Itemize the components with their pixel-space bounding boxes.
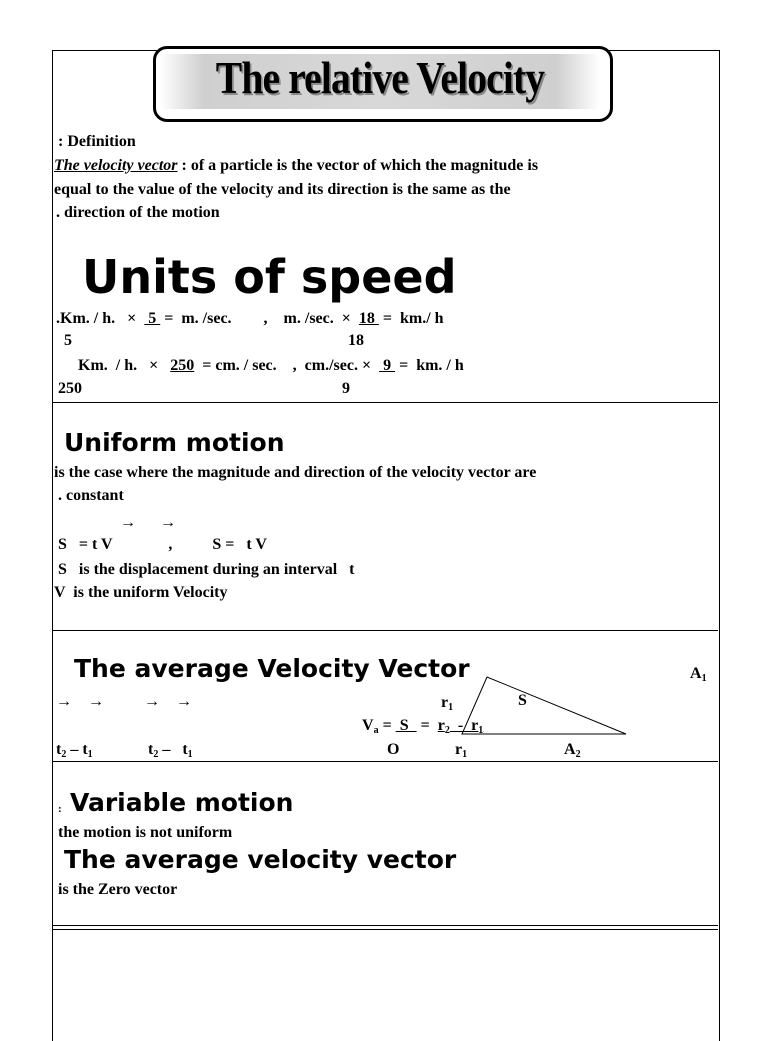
variable-prefix: : [58, 803, 62, 815]
diagram-label-A1: $A_1$ [690, 665, 707, 684]
average-denominator-2: $t_2 - t_1$ [148, 741, 193, 760]
uniform-line-2: . constant [58, 487, 124, 504]
definition-label: : Definition [58, 133, 136, 150]
units-row-2-mid: = cm. / sec. , cm./sec. × [194, 357, 380, 374]
diagram-label-A2: $A_2$ [564, 741, 581, 760]
variable-heading: Variable motion [70, 788, 294, 817]
units-row-2-den-left: 250 [58, 380, 82, 397]
units-heading: Units of speed [82, 250, 457, 304]
units-row-1-den-left: 5 [64, 332, 72, 349]
uniform-heading: Uniform motion [64, 428, 285, 457]
average-arrows: → → → → [56, 693, 192, 710]
page-title: The relative Velocity [215, 52, 545, 103]
uniform-equation: S = t V , S = t V [58, 536, 267, 553]
units-row-1-left: .Km. / h. × [56, 310, 145, 327]
diagram-label-r1-bottom: $r_1$ [455, 741, 468, 760]
units-row-1-right-num: 18 [358, 310, 379, 327]
average-velocity-formula: $V_a = S = r_2 - r_1$ [362, 717, 484, 736]
units-row-2-left-num: 250 [170, 357, 195, 374]
units-row-2-right-num: 9 [379, 357, 396, 374]
uniform-line-4: V is the uniform Velocity [54, 584, 228, 601]
units-row-1-right: = km./ h [378, 310, 444, 327]
definition-line-2: equal to the value of the velocity and its direction is the same as the [54, 181, 511, 198]
triangle-shape [462, 677, 626, 734]
uniform-line-3: S is the displacement during an interval t [58, 561, 355, 578]
average-denominator-1: $t_2 - t_1$ [56, 741, 93, 760]
definition-term: The velocity vector [54, 157, 178, 174]
diagram-label-S: S [518, 692, 527, 709]
units-row-2-left: Km. / h. × [78, 357, 171, 374]
units-row-2-den-right: 9 [342, 380, 350, 397]
units-row-1-mid: = m. /sec. , m. /sec. × [160, 310, 359, 327]
diagram-label-r1-top: $r_1$ [441, 694, 454, 713]
uniform-line-1: is the case where the magnitude and direction of the velocity vector are [54, 464, 537, 481]
units-row-2-right: = km. / h [395, 357, 464, 374]
variable-line-2: is the Zero vector [58, 881, 178, 898]
units-row-1-den-right: 18 [348, 332, 364, 349]
diagram-label-O: O [387, 741, 400, 758]
variable-subheading: The average velocity vector [64, 845, 457, 874]
variable-line-1: the motion is not uniform [58, 824, 233, 841]
units-row-1-left-num: 5 [144, 310, 161, 327]
uniform-arrows: → → [120, 514, 176, 531]
definition-line-1-text: : of a particle is the vector of which the magnitude is [177, 157, 539, 174]
average-heading: The average Velocity Vector [74, 654, 470, 683]
definition-line-3: . direction of the motion [56, 204, 220, 221]
